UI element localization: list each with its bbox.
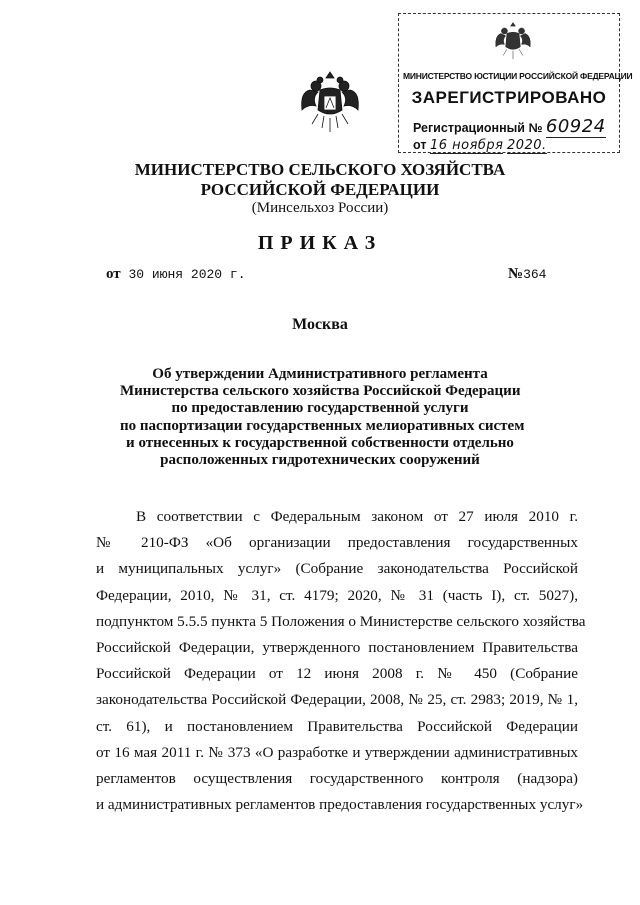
stamp-reg-number: 60924 — [545, 116, 606, 137]
document-body — [96, 504, 586, 818]
title-line: Министерства сельского хозяйства Российской Федерации — [120, 383, 521, 400]
title-line: и отнесенных к государственной собственности отдельно — [126, 434, 514, 451]
order-date-value: 30 июня 2020 г. — [128, 267, 246, 282]
title-line: расположенных гидротехнических сооружений — [160, 452, 480, 469]
body-line: В соответствии с Федеральным законом от 27 июля 2010 г. — [136, 508, 578, 525]
stamp-date-year: 2020. — [506, 138, 547, 153]
document-type-heading: ПРИКАЗ — [257, 232, 383, 254]
body-line: № 210-ФЗ «Об организации предоставления государственных — [96, 534, 578, 552]
stamp-date-line — [413, 138, 547, 153]
stamp-emblem-icon — [493, 20, 533, 64]
registration-stamp — [398, 13, 633, 153]
stamp-ministry-name: МИНИСТЕРСТВО ЮСТИЦИИ РОССИЙСКОЙ ФЕДЕРАЦИИ — [403, 71, 633, 81]
body-line: законодательства Российской Федерации, 2008, № 25, ст. 2983; 2019, № 1, — [96, 691, 578, 709]
ministry-short-name: (Минсельхоз России) — [251, 200, 389, 216]
order-number-sign: № — [508, 266, 524, 282]
body-line: от 16 мая 2011 г. № 373 «О разработке и утверждении административных — [96, 743, 578, 761]
order-date — [106, 266, 246, 283]
city-name: Москва — [292, 316, 348, 333]
stamp-date-value: 16 ноября — [429, 138, 504, 153]
body-line: подпунктом 5.5.5 пункта 5 Положения о Министерстве сельского хозяйства — [96, 612, 586, 630]
body-line: и муниципальных услуг» (Собрание законодательства Российской — [96, 560, 578, 578]
ministry-name-line2: РОССИЙСКОЙ ФЕДЕРАЦИИ — [200, 180, 440, 199]
body-line: регламентов осуществления государственного контроля (надзора) — [96, 769, 578, 787]
title-line: по предоставлению государственной услуги — [171, 400, 469, 417]
title-line: по паспортизации государственных мелиоративных систем — [120, 417, 525, 434]
body-line: и административных регламентов предоставления государственных услуг» — [96, 796, 584, 814]
stamp-reg-label: Регистрационный № — [413, 121, 543, 135]
ministry-name-line1: МИНИСТЕРСТВО СЕЛЬСКОГО ХОЗЯЙСТВА — [134, 160, 506, 179]
stamp-date-label: от — [413, 138, 427, 152]
body-line: Российской Федерации от 12 июня 2008 г. № 450 (Собрание — [96, 665, 578, 683]
coat-of-arms-emblem — [298, 66, 362, 138]
order-number — [508, 266, 546, 283]
body-line: Российской Федерации, утвержденного постановлением Правительства — [96, 638, 578, 656]
order-date-prefix: от — [106, 266, 121, 282]
order-number-value: 364 — [523, 267, 547, 282]
stamp-registered-label: ЗАРЕГИСТРИРОВАНО — [411, 88, 607, 107]
body-line: Федерации, 2010, № 31, ст. 4179; 2020, № 31 (часть I), ст. 5027), — [96, 586, 578, 604]
stamp-registration-line — [413, 116, 606, 137]
body-line: ст. 61), и постановлением Правительства Российской Федерации — [96, 717, 578, 735]
title-line: Об утверждении Административного регламента — [152, 366, 488, 382]
document-title — [120, 366, 525, 469]
